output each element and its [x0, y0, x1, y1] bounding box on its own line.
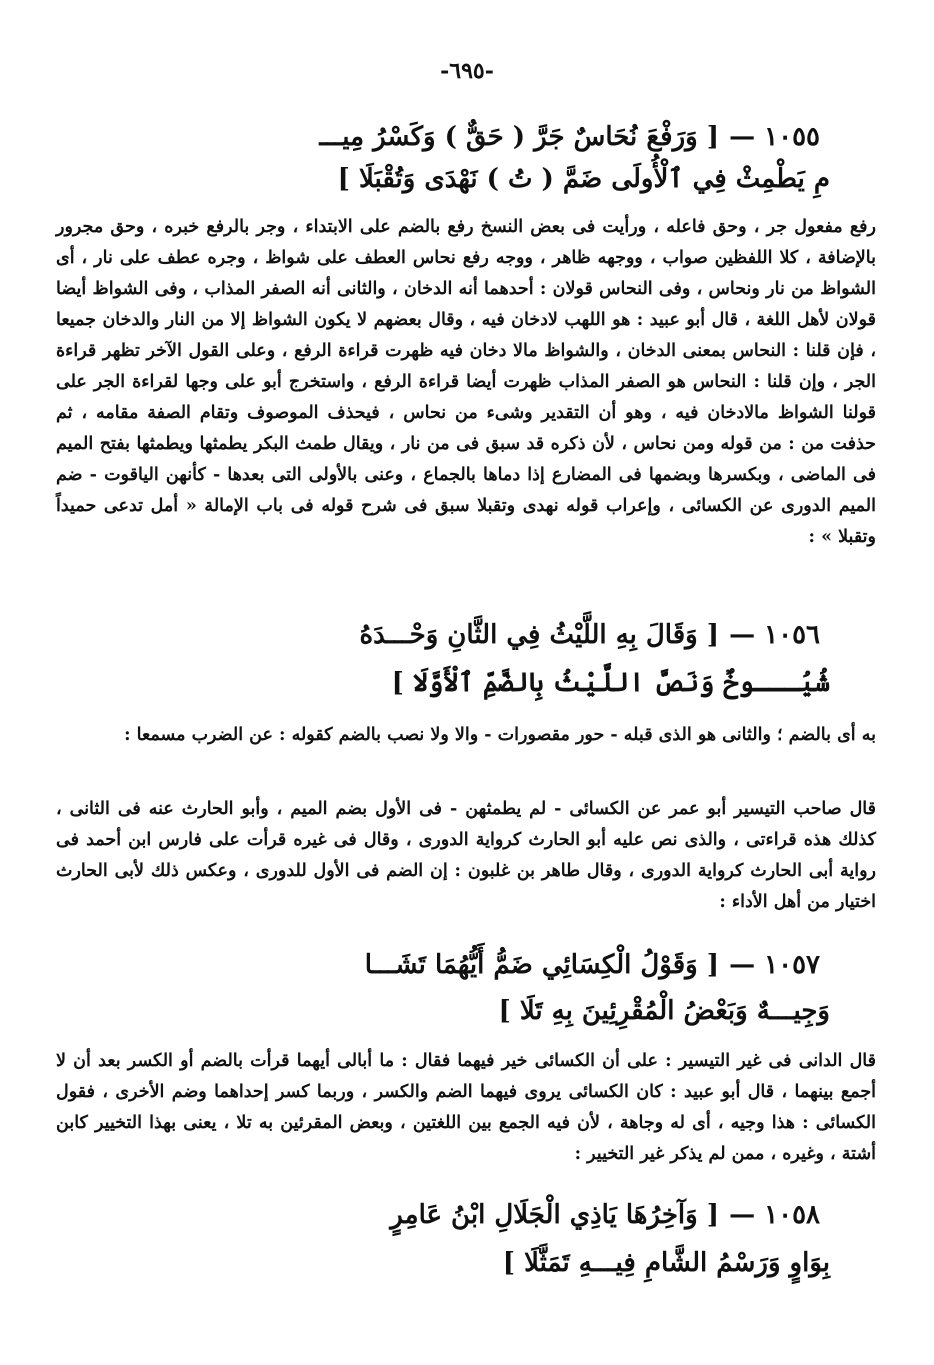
- verse-number: ١٠٥٦ —: [729, 620, 820, 650]
- commentary-paragraph: به أى بالضم ؛ والثانى هو الذى قبله - حور مقصورات - والا ولا نصب بالضم كقوله : عن الضرب مسمعا :: [124, 725, 876, 745]
- verse-hemistich-1: [ وَآخِرُهَا يَاذِي الْجَلَالِ ابْنُ عَامِرٍ: [390, 1200, 720, 1230]
- page-number: -٦٩٥-: [440, 58, 494, 84]
- verse-number: ١٠٥٨ —: [729, 1200, 820, 1230]
- commentary-paragraph: قال الدانى فى غير التيسير : على أن الكسائى خير فيهما فقال : ما أبالى أيهما قرأت بالضم أو الكسر بعد أن لا أجمع بينهما ، قال أبو عبيد : كان الكسائى يروى فيهما الضم والكسر ، وربما كسر إحداهما وضم الأخرى ، فقول الكسائى : هذا وجيه ، أى له وجاهة ، لأن فيه الجمع بين اللغتين ، وبعض المقرئين به تلا ، يعنى بهذا التخيير كابن أشتة ، وغيره ، ممن لم يذكر غير التخيير :: [56, 1051, 876, 1164]
- commentary-paragraph: قال صاحب التيسير أبو عمر عن الكسائى - لم يطمثهن - فى الأول بضم الميم ، وأبو الحارث عنه فى الثانى ، كذلك هذه قراءتى ، والذى نص عليه أبو الحارث كرواية الدورى ، وقال فى غيره قرأت على فارس ابن أحمد فى رواية أبى الحارث كرواية الدورى ، وقال طاهر بن غلبون : إن الضم فى الأول للدورى ، وعكس ذلك لأبى الحارث اختيار من أهل الأداء :: [56, 799, 876, 912]
- verse-hemistich-1: [ وَرَفْعَ نُحَاسٌ جَرَّ ( حَقٌّ ) وَكَسْرُ مِيـــ: [319, 122, 720, 152]
- verse-1057: [120, 950, 830, 1040]
- verse-line-second: وَجِيـــهٌ وَبَعْضُ الْمُقْرِئِينَ بِهِ تَلَا ]: [498, 996, 830, 1026]
- verse-1056: [120, 620, 830, 710]
- verse-1055: [120, 122, 830, 212]
- verse-line-second: بِوَاوٍ وَرَسْمُ الشَّامِ فِيـــهِ تَمَثَّلَا ]: [502, 1248, 830, 1278]
- verse-1058: [120, 1200, 830, 1300]
- verse-line-first: [319, 122, 820, 152]
- verse-number: ١٠٥٥ —: [729, 122, 820, 152]
- verse-line-first: [390, 1200, 820, 1230]
- verse-line-second: شُيُـــوخٌ وَنَصَّ اللَّيْثُ بِالضَّمِّ ٱلْأَوَّلَا ]: [391, 668, 830, 698]
- verse-number: ١٠٥٧ —: [729, 950, 820, 980]
- verse-line-first: [360, 620, 821, 650]
- verse-hemistich-1: [ وَقَوْلُ الْكِسَائِي ضَمُّ أَيُّهُمَا تَشَـــا: [364, 950, 720, 980]
- verse-line-first: [365, 950, 820, 980]
- verse-line-second: مِ يَطْمِثْ فِي ٱلْأُولَى ضَمَّ ( تُ ) نَهْدَى وَتُقْبَلَا ]: [337, 164, 830, 194]
- verse-hemistich-1: [ وَقَالَ بِهِ اللَّيْثُ فِي الثَّانِ وَحْـــدَهُ: [359, 620, 720, 650]
- commentary-paragraph: رفع مفعول جر ، وحق فاعله ، ورأيت فى بعض النسخ رفع بالضم على الابتداء ، وجر بالرفع خبره ، وحق مجرور بالإضافة ، كلا اللفظين صواب ، ووجهه ظاهر ، ووجه رفع نحاس العطف على شواظ ، وجره عطف على نار ، أى الشواظ من نار ونحاس ، وفى النحاس قولان : أحدهما أنه الدخان ، والثانى أنه الصفر المذاب ، وفى الشواظ أيضا قولان لأهل اللغة ، قال أبو عبيد : هو اللهب لادخان فيه ، وقال بعضهم لا يكون الشواظ إلا من النار والدخان جميعا ، فإن قلنا : النحاس بمعنى الدخان ، والشواظ مالا دخان فيه ظهرت قراءة الرفع ، وعلى القول الآخر تظهر قراءة الجر ، وإن قلنا : النحاس هو الصفر المذاب ظهرت أيضا قراءة الرفع ، واستخرج أبو على وجها لقراءة الجر على قولنا الشواظ مالادخان فيه ، وهو أن التقدير وشىء من نحاس ، فيحذف الموصوف وتقام الصفة مقامه ، ثم حذفت من : من قوله ومن نحاس ، لأن ذكره قد سبق فى من نار ، ويقال طمث البكر يطمثها ويطمثها بفتح الميم فى الماضى ، وبكسرها وبضمها فى المضارع إذا دماها بالجماع ، وعنى بالأولى التى بعدها - كأنهن الياقوت - ضم الميم الدورى عن الكسائى ، وإعراب قوله نهدى وتقبلا سبق فى شرح قوله فى باب الإمالة « أمل تدعى حميداً وتقبلا » :: [56, 217, 876, 547]
